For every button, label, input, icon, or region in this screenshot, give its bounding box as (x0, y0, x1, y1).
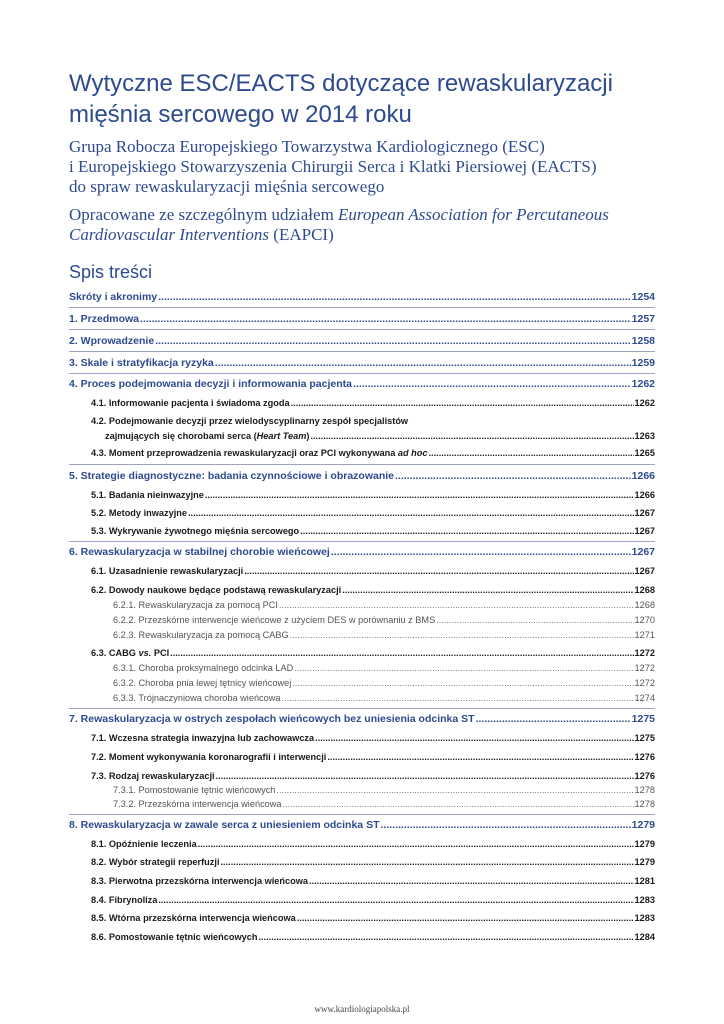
toc-divider (69, 708, 655, 709)
prepared-org-2: Cardiovascular Interventions (69, 225, 270, 244)
toc-divider (69, 814, 655, 815)
toc-entry[interactable]: 8. Rewaskularyzacja w zawale serca z uniesieniem odcinka ST ..... 1279 (69, 819, 655, 832)
toc-entry[interactable]: 8.3. Pierwotna przezskórna interwencja wieńcowa ..... 1281 (91, 875, 655, 887)
toc-divider (69, 373, 655, 374)
toc-heading: Spis treści (69, 262, 153, 282)
toc-entry[interactable]: zajmujących się chorobami serca (Heart Team) ..... 1263 (105, 430, 655, 442)
prepared-org-1: European Association for Percutaneous (338, 205, 609, 224)
toc-entry[interactable]: 7.3.2. Przezskórna interwencja wieńcowa ..... 1278 (113, 798, 655, 810)
toc-entry[interactable]: 5.2. Metody inwazyjne ..... 1267 (91, 507, 655, 519)
working-group-line-2: i Europejskiego Stowarzyszenia Chirurgii Serca i Klatki Piersiowej (EACTS) (69, 157, 597, 176)
toc-entry[interactable]: 6.2.3. Rewaskularyzacja za pomocą CABG ..... 1271 (113, 629, 655, 641)
toc-entry[interactable]: 8.2. Wybór strategii reperfuzji ..... 1279 (91, 856, 655, 868)
toc-entry[interactable]: 6. Rewaskularyzacja w stabilnej chorobie wieńcowej ..... 1267 (69, 546, 655, 559)
footer-url: www.kardiologiapolska.pl (314, 1004, 410, 1014)
toc-entry[interactable]: 4.3. Moment przeprowadzenia rewaskularyzacji oraz PCI wykonywana ad hoc ..... 1265 (91, 447, 655, 459)
toc-entry[interactable]: 6.2. Dowody naukowe będące podstawą rewaskularyzacji ..... 1268 (91, 584, 655, 596)
toc-entry[interactable]: 7.1. Wczesna strategia inwazyjna lub zachowawcza ..... 1275 (91, 732, 655, 744)
toc-divider (69, 464, 655, 465)
toc-entry[interactable]: 6.1. Uzasadnienie rewaskularyzacji ..... 1267 (91, 565, 655, 577)
toc-entry[interactable]: 4.2. Podejmowanie decyzji przez wielodyscyplinarny zespół specjalistów (91, 416, 409, 426)
working-group-line-3: do spraw rewaskularyzacji mięśnia sercowego (69, 177, 385, 196)
toc-entry[interactable]: 7.3. Rodzaj rewaskularyzacji ..... 1276 (91, 770, 655, 782)
toc-entry[interactable]: Skróty i akronimy ..... 1254 (69, 291, 655, 304)
toc-entry[interactable]: 6.3.3. Trójnaczyniowa choroba wieńcowa ..... 1274 (113, 692, 655, 704)
toc-entry[interactable]: 2. Wprowadzenie ..... 1258 (69, 335, 655, 348)
toc-entry[interactable]: 8.6. Pomostowanie tętnic wieńcowych ..... 1284 (91, 931, 655, 943)
toc-divider (69, 307, 655, 308)
title-line-1: Wytyczne ESC/EACTS dotyczące rewaskularyzacji (69, 70, 613, 97)
toc-divider (69, 541, 655, 542)
working-group (69, 137, 689, 197)
toc-entry[interactable]: 7. Rewaskularyzacja w ostrych zespołach wieńcowych bez uniesienia odcinka ST ..... 1275 (69, 713, 655, 726)
toc-entry[interactable]: 8.4. Fibrynoliza ..... 1283 (91, 894, 655, 906)
toc-entry[interactable]: 6.2.1. Rewaskularyzacja za pomocą PCI ..... 1268 (113, 599, 655, 611)
prepared-tail: (EAPCI) (269, 225, 334, 244)
toc-entry[interactable]: 4. Proces podejmowania decyzji i informowania pacjenta ..... 1262 (69, 378, 655, 391)
toc-entry[interactable]: 3. Skale i stratyfikacja ryzyka ..... 1259 (69, 357, 655, 370)
toc-divider (69, 351, 655, 352)
toc-entry[interactable]: 1. Przedmowa ..... 1257 (69, 313, 655, 326)
title-line-2: mięśnia sercowego w 2014 roku (69, 101, 412, 128)
toc-entry[interactable]: 8.1. Opóźnienie leczenia ..... 1279 (91, 838, 655, 850)
prepared-with (69, 205, 689, 245)
toc-entry[interactable]: 6.3. CABG vs. PCI ..... 1272 (91, 647, 655, 659)
toc-divider (69, 329, 655, 330)
toc-entry[interactable]: 6.2.2. Przezskórne interwencje wieńcowe z użyciem DES w porównaniu z BMS ..... 1270 (113, 614, 655, 626)
toc-entry[interactable]: 5.3. Wykrywanie żywotnego mięśnia sercowego ..... 1267 (91, 525, 655, 537)
toc-entry[interactable]: 6.3.2. Choroba pnia lewej tętnicy wieńcowej ..... 1272 (113, 677, 655, 689)
toc-entry[interactable]: 7.3.1. Pomostowanie tętnic wieńcowych ..... 1278 (113, 784, 655, 796)
toc-entry[interactable]: 8.5. Wtórna przezskórna interwencja wieńcowa ..... 1283 (91, 912, 655, 924)
document-title (69, 68, 669, 130)
toc-entry[interactable]: 6.3.1. Choroba proksymalnego odcinka LAD ..... 1272 (113, 662, 655, 674)
toc-entry[interactable]: 5. Strategie diagnostyczne: badania czynnościowe i obrazowanie ..... 1266 (69, 470, 655, 483)
working-group-line-1: Grupa Robocza Europejskiego Towarzystwa Kardiologicznego (ESC) (69, 137, 545, 156)
toc-entry[interactable]: 5.1. Badania nieinwazyjne ..... 1266 (91, 489, 655, 501)
toc-entry[interactable]: 4.1. Informowanie pacjenta i świadoma zgoda ..... 1262 (91, 397, 655, 409)
prepared-lead: Opracowane ze szczególnym udziałem (69, 205, 339, 224)
toc-entry[interactable]: 7.2. Moment wykonywania koronarografii i interwencji ..... 1276 (91, 751, 655, 763)
